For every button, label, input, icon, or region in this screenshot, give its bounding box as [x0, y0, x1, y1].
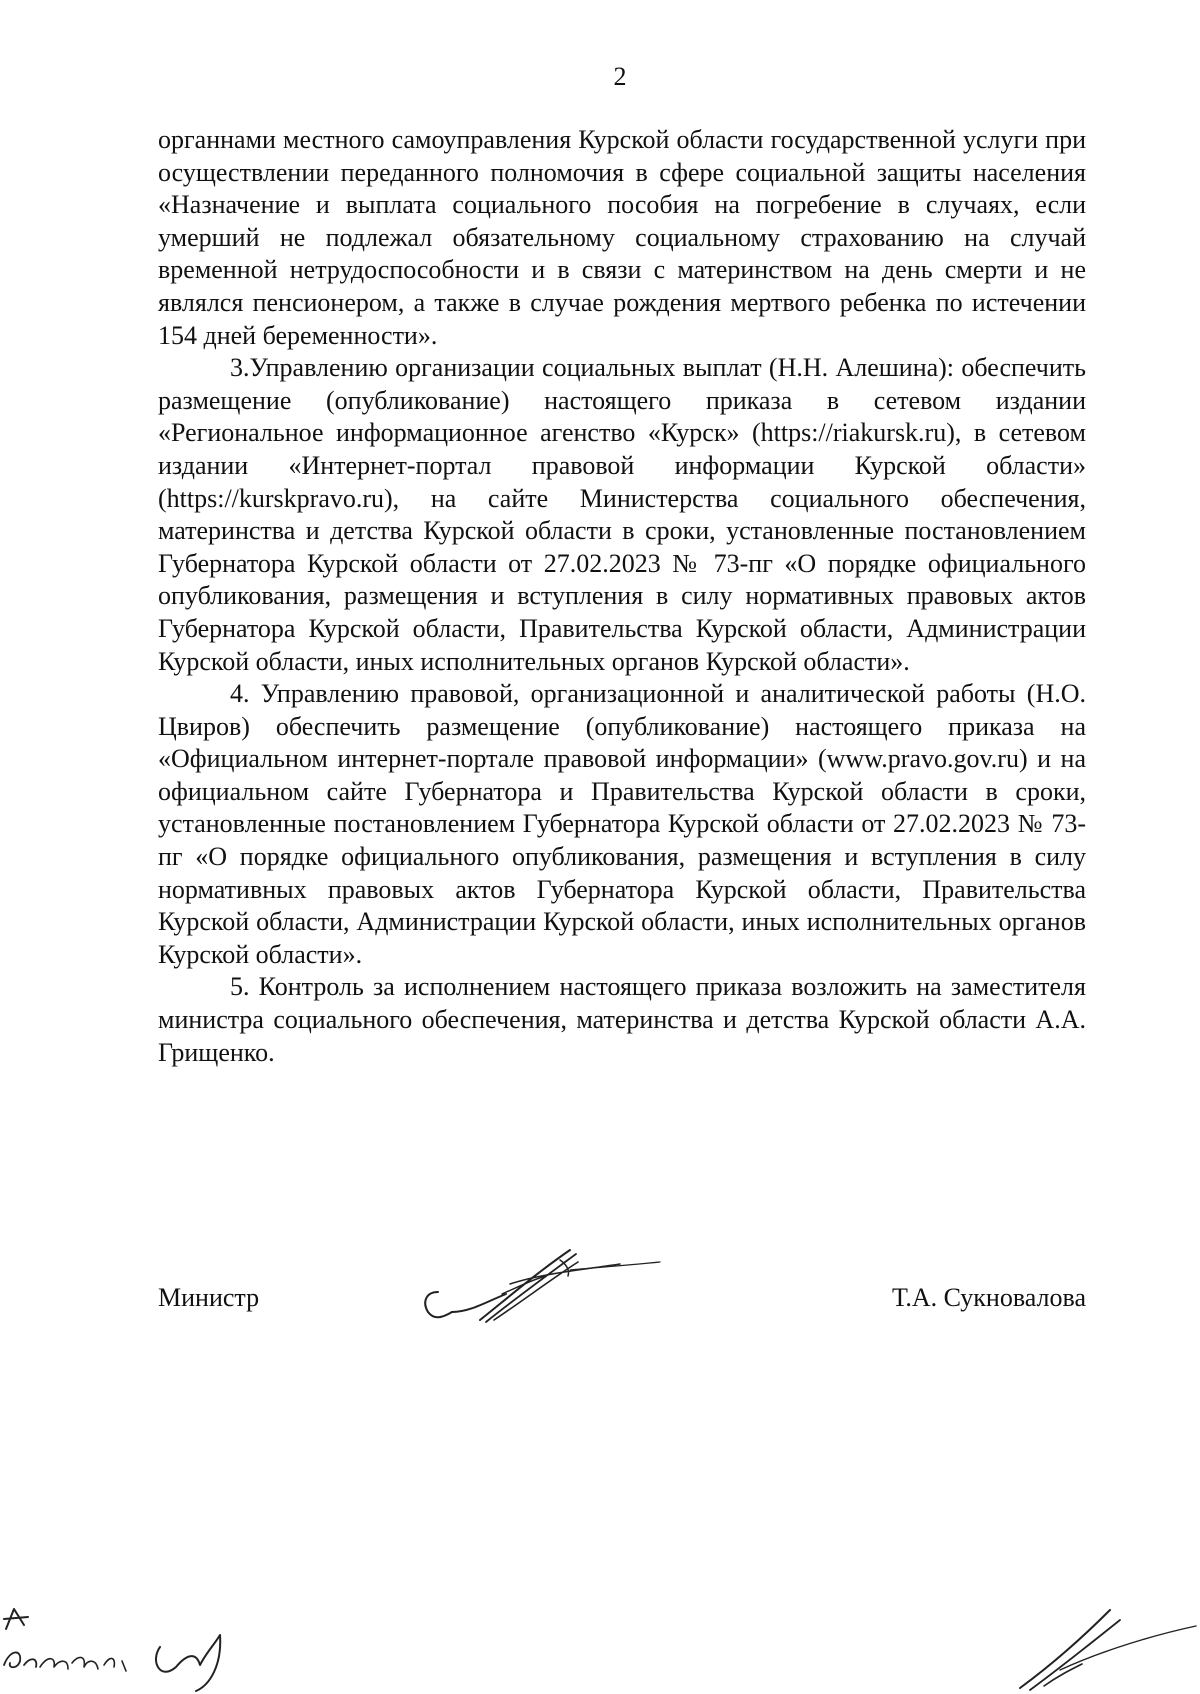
paragraph-continuation: органнами местного самоуправления Курской области государственной услуги при осуществлении переданного полномочия в сфере социальной защиты населения «Назначение и выплата социального пособия на погребение в случаях, если умерший не подлежал обязательному социальному страхованию на случай временной нетрудоспособности и в связи с материнством на день смерти и не являлся пенсионером, а также в случае рождения мертвого ребенка по истечении 154 дней беременности».: [158, 125, 1086, 350]
handwritten-signature: [420, 1240, 680, 1340]
signatory-name: Т.А. Сукновалова: [892, 1283, 1086, 1312]
paragraph-item-4: 4. Управлению правовой, организационной и аналитической работы (Н.О. Цвиров) обеспечить размещение (опубликование) настоящего приказа на «Официальном интернет-портале правовой информации» (www.pravo.gov.ru) и на официальном сайте Губернатора и Правительства Курской области в сроки, установленные постановлением Губернатора Курской области от 27.02.2023 № 73-пг «О порядке официального опубликования, размещения и вступления в силу нормативных правовых актов Губернатора Курской области, Правительства Курской области, Администрации Курской области, иных исполнительных органов Курской области».: [158, 679, 1086, 969]
handwritten-initials-mark: [1000, 1590, 1200, 1694]
paragraph-item-5: 5. Контроль за исполнением настоящего приказа возложить на заместителя министра социального обеспечения, материнства и детства Курской области А.А. Грищенко.: [158, 972, 1086, 1067]
document-body: [158, 124, 1086, 1069]
paragraph-item-3: 3.Управлению организации социальных выплат (Н.Н. Алешина): обеспечить размещение (опубликование) настоящего приказа в сетевом издании «Региональное информационное агенство «Курск» (https://riakursk.ru), в сетевом издании «Интернет-портал правовой информации Курской области» (https://kurskpravo.ru), на сайте Министерства социального обеспечения, материнства и детства Курской области в сроки, установленные постановлением Губернатора Курской области от 27.02.2023 № 73-пг «О порядке официального опубликования, размещения и вступления в силу нормативных правовых актов Губернатора Курской области, Правительства Курской области, Администрации Курской области, иных исполнительных органов Курской области».: [158, 353, 1086, 676]
signatory-title: Министр: [158, 1283, 260, 1312]
handwritten-initials-note: [0, 1605, 260, 1694]
page-number: 2: [613, 62, 627, 91]
